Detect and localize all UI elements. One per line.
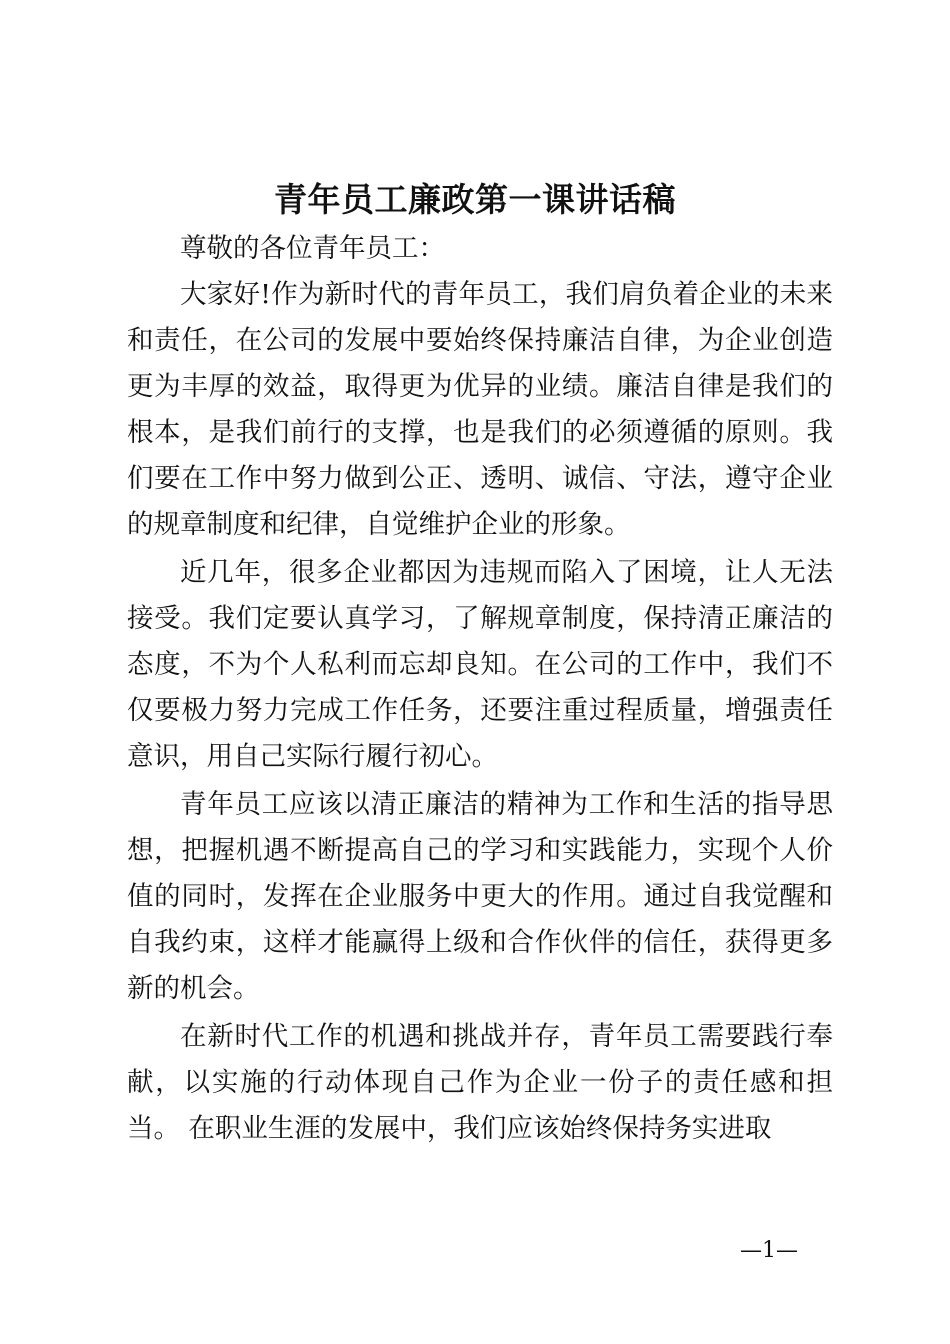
- paragraph-4: 在新时代工作的机遇和挑战并存，青年员工需要践行奉 献，以实施的行动体现自己作为企业一份子的责任感和担当。 在职业生涯的发展中，我们应该始终保持务实进取: [127, 1021, 833, 1144]
- page-number: —1—: [740, 1238, 798, 1263]
- salutation: 尊敬的各位青年员工：: [180, 233, 445, 264]
- document-title: 青年员工廉政第一课讲话稿: [274, 180, 676, 219]
- paragraph-1: 大家好!作为新时代的青年员工，我们肩负着企业的未来和责任，在公司的发展中要始终保持廉洁自律，为企业创造更为丰厚的效益，取得更为优异的业绩。廉洁自律是我们的根本，是我们前行的支撑，也是我们的必须遵循的原则。我们要在工作中努力做到公正、透明、诚信、守法，遵守企业的规章制度和纪律，自觉维护企业的形象。: [127, 279, 833, 540]
- document-body: [127, 226, 833, 1152]
- paragraph-2: 近几年，很多企业都因为违规而陷入了困境，让人无法 接受。我们定要认真学习，了解规章制度，保持清正廉洁的 态度，不为个人私利而忘却良知。在公司的工作中，我们不 仅要极力努力完成工作任务，还要注重过程质量，增强责任 意识，用自己实际行履行初心。: [127, 557, 833, 772]
- paragraph-3: 青年员工应该以清正廉洁的精神为工作和生活的指导思想，把握机遇不断提高自己的学习和实践能力，实现个人价值的同时，发挥在企业服务中更大的作用。通过自我觉醒和自我约束，这样才能赢得上级和合作伙伴的信任，获得更多新的机会。: [127, 789, 833, 1004]
